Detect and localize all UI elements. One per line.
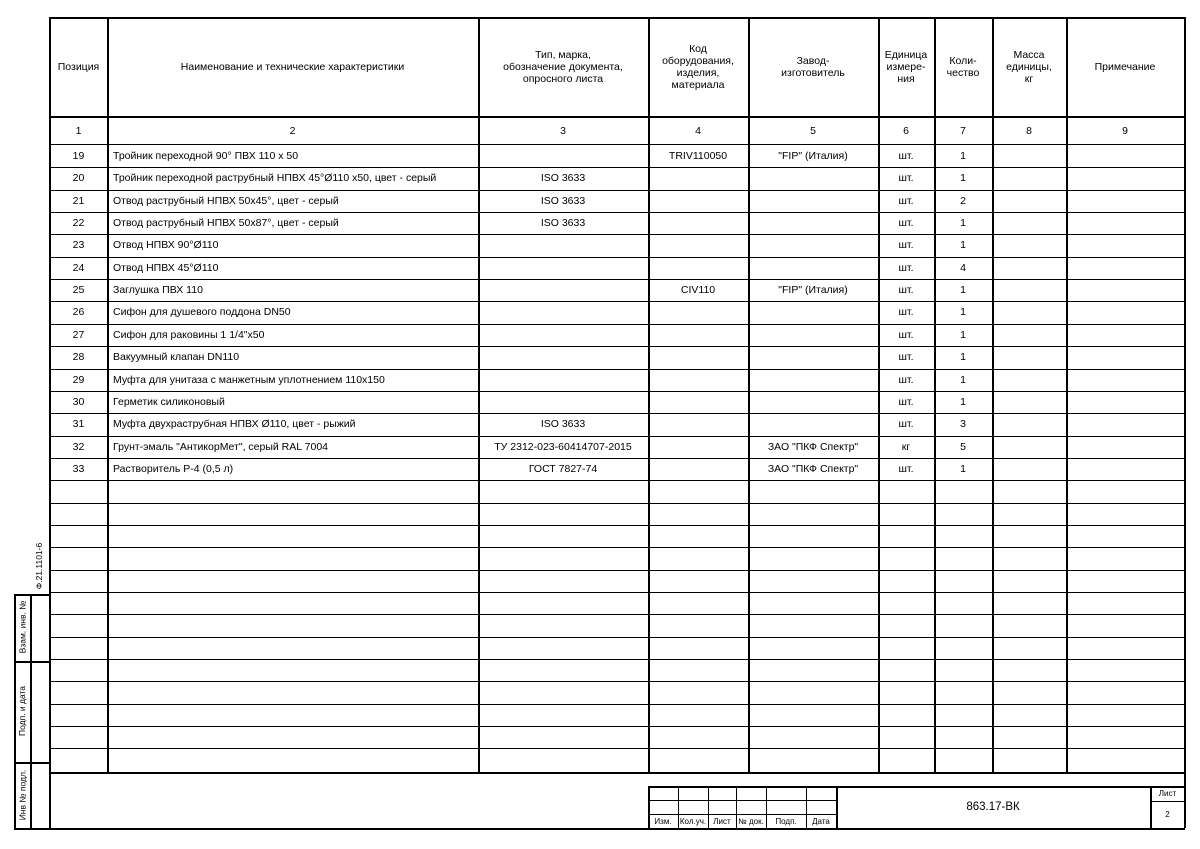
cell-unit: шт. (898, 217, 914, 230)
cell-unit: шт. (898, 373, 914, 386)
header-name: Наименование и технические характеристики (180, 61, 405, 73)
cell-type (478, 324, 648, 346)
column-number: 7 (960, 124, 966, 137)
cell-code (648, 257, 748, 279)
cell-mass (992, 301, 1066, 323)
table-row (0, 234, 1200, 256)
vzam-inv-label: Взам. инв. № (17, 600, 28, 654)
sheet-label: Лист (1158, 789, 1177, 798)
table-row (0, 301, 1200, 323)
cell-position: 19 (72, 150, 85, 162)
grid-line (49, 614, 1185, 615)
cell-unit: шт. (898, 284, 914, 297)
cell-mass (992, 391, 1066, 413)
sheet-number: 2 (1165, 810, 1170, 819)
cell-mass (992, 190, 1066, 212)
grid-line (49, 503, 1185, 504)
cell-mass (992, 145, 1066, 167)
cell-code (648, 190, 748, 212)
cell-code (648, 301, 748, 323)
cell-unit: шт. (898, 194, 914, 207)
cell-note (1066, 369, 1184, 391)
cell-unit: шт. (898, 462, 914, 475)
cell-type (478, 346, 648, 368)
cell-type (478, 391, 648, 413)
cell-code (648, 436, 748, 458)
title-ndok: № док. (738, 817, 764, 826)
column-number: 6 (903, 124, 909, 137)
grid-line (49, 828, 1185, 830)
cell-unit: шт. (898, 172, 914, 185)
column-number: 2 (289, 124, 296, 137)
cell-position: 25 (72, 284, 85, 297)
cell-unit: шт. (898, 261, 914, 274)
cell-note (1066, 257, 1184, 279)
cell-name: Вакуумный клапан DN110 (113, 351, 240, 364)
cell-type (478, 234, 648, 256)
cell-name: Муфта для унитаза с манжетным уплотнением 110x150 (113, 373, 385, 386)
cell-unit: шт. (898, 328, 914, 341)
grid-line (49, 659, 1185, 660)
cell-mass (992, 458, 1066, 480)
cell-name: Тройник переходной раструбный НПВХ 45°Ø110 x50, цвет - серый (113, 172, 437, 185)
cell-position: 31 (72, 418, 85, 431)
header-position: Позиция (57, 61, 100, 73)
cell-maker (748, 391, 878, 413)
cell-type (478, 279, 648, 301)
cell-note (1066, 391, 1184, 413)
cell-type: ISO 3633 (540, 217, 586, 230)
grid-line (49, 525, 1185, 526)
cell-mass (992, 212, 1066, 234)
cell-name: Отвод НПВХ 45°Ø110 (113, 261, 219, 274)
cell-qty: 1 (960, 351, 966, 364)
title-data: Дата (812, 817, 830, 826)
cell-qty: 1 (960, 328, 966, 341)
header-unit: Единица измере- ния (884, 49, 928, 85)
cell-qty: 1 (960, 150, 966, 162)
cell-maker (748, 369, 878, 391)
cell-code (648, 369, 748, 391)
cell-name: Грунт-эмаль "АнтикорМет", серый RAL 7004 (113, 440, 328, 453)
title-list: Лист (713, 817, 731, 826)
grid-line (49, 592, 1185, 593)
cell-position: 29 (72, 373, 85, 386)
cell-unit: шт. (898, 395, 914, 408)
cell-qty: 4 (960, 261, 966, 274)
cell-note (1066, 301, 1184, 323)
cell-unit: шт. (898, 239, 914, 252)
table-row (0, 279, 1200, 301)
form-code-label: Ф.21.1101-6 (34, 542, 45, 590)
header-qty: Коли- чество (946, 55, 980, 79)
cell-position: 30 (72, 395, 85, 408)
cell-position: 32 (72, 440, 85, 453)
cell-note (1066, 167, 1184, 189)
cell-code: TRIV110050 (668, 150, 728, 162)
cell-code (648, 391, 748, 413)
cell-qty: 1 (960, 239, 966, 252)
cell-maker: "FIP" (Италия) (778, 150, 848, 162)
cell-mass (992, 324, 1066, 346)
cell-mass (992, 369, 1066, 391)
table-row (0, 369, 1200, 391)
cell-name: Муфта двухраструбная НПВХ Ø110, цвет - рыжий (113, 418, 356, 431)
cell-name: Отвод раструбный НПВХ 50x87°, цвет - серый (113, 217, 339, 230)
header-note: Примечание (1094, 61, 1156, 73)
cell-code (648, 413, 748, 435)
table-row (0, 145, 1200, 167)
cell-note (1066, 324, 1184, 346)
cell-note (1066, 212, 1184, 234)
cell-qty: 1 (960, 172, 966, 185)
cell-type (478, 145, 648, 167)
cell-maker (748, 212, 878, 234)
cell-maker: ЗАО "ПКФ Спектр" (767, 462, 859, 475)
cell-unit: кг (901, 440, 911, 453)
grid-line (14, 828, 49, 830)
column-number: 1 (75, 124, 82, 137)
column-number: 5 (810, 124, 816, 137)
cell-type: ISO 3633 (540, 194, 586, 207)
cell-type (478, 257, 648, 279)
cell-mass (992, 346, 1066, 368)
grid-line (49, 637, 1185, 638)
cell-type: ТУ 2312-023-60414707-2015 (494, 440, 632, 453)
cell-position: 22 (72, 217, 85, 230)
cell-note (1066, 436, 1184, 458)
cell-note (1066, 279, 1184, 301)
inv-podl-label: Инв № подл. (17, 769, 27, 821)
cell-name: Герметик силиконовый (113, 395, 225, 408)
cell-unit: шт. (898, 150, 914, 162)
grid-line (49, 704, 1185, 705)
cell-code (648, 324, 748, 346)
cell-mass (992, 436, 1066, 458)
title-izm: Изм. (654, 817, 672, 826)
grid-line (648, 800, 836, 801)
cell-qty: 1 (960, 373, 966, 386)
title-podp: Подп. (775, 817, 797, 826)
table-row (0, 212, 1200, 234)
cell-note (1066, 190, 1184, 212)
cell-code (648, 346, 748, 368)
cell-qty: 1 (960, 217, 966, 230)
grid-line (49, 726, 1185, 727)
cell-note (1066, 413, 1184, 435)
grid-line (49, 480, 1185, 481)
grid-line (49, 772, 1185, 774)
cell-mass (992, 234, 1066, 256)
table-row (0, 167, 1200, 189)
grid-line (49, 748, 1185, 749)
cell-maker: ЗАО "ПКФ Спектр" (767, 440, 859, 453)
grid-line (49, 547, 1185, 548)
cell-unit: шт. (898, 306, 914, 319)
cell-name: Сифон для душевого поддона DN50 (113, 306, 291, 319)
cell-maker (748, 346, 878, 368)
cell-note (1066, 234, 1184, 256)
cell-mass (992, 167, 1066, 189)
header-mass: Масса единицы, кг (1006, 49, 1052, 85)
table-row (0, 458, 1200, 480)
cell-unit: шт. (898, 418, 914, 431)
column-number: 3 (560, 124, 566, 137)
cell-type (478, 301, 648, 323)
table-row (0, 346, 1200, 368)
cell-unit: шт. (898, 351, 914, 364)
cell-name: Растворитель Р-4 (0,5 л) (113, 462, 234, 475)
cell-qty: 3 (960, 418, 966, 431)
grid-line (49, 681, 1185, 682)
cell-position: 21 (72, 194, 85, 207)
grid-line (49, 570, 1185, 571)
cell-type: ISO 3633 (540, 172, 586, 185)
cell-position: 33 (72, 462, 85, 475)
table-row (0, 190, 1200, 212)
cell-maker (748, 257, 878, 279)
cell-qty: 1 (960, 462, 966, 475)
cell-position: 26 (72, 306, 85, 319)
cell-position: 23 (72, 239, 85, 252)
cell-type: ГОСТ 7827-74 (528, 462, 598, 475)
cell-note (1066, 145, 1184, 167)
cell-position: 24 (72, 261, 85, 274)
cell-qty: 2 (960, 194, 966, 207)
cell-code (648, 167, 748, 189)
table-row (0, 436, 1200, 458)
cell-maker (748, 301, 878, 323)
cell-position: 27 (72, 328, 85, 341)
cell-position: 28 (72, 351, 85, 364)
table-row (0, 413, 1200, 435)
column-number: 8 (1026, 124, 1032, 137)
cell-code (648, 458, 748, 480)
column-number: 9 (1122, 124, 1128, 137)
cell-qty: 5 (960, 440, 966, 453)
cell-maker (748, 413, 878, 435)
podp-data-label: Подп. и дата (17, 685, 28, 737)
header-maker: Завод- изготовитель (781, 55, 845, 79)
cell-code (648, 234, 748, 256)
cell-mass (992, 279, 1066, 301)
cell-note (1066, 458, 1184, 480)
cell-name: Заглушка ПВХ 110 (113, 284, 203, 297)
cell-maker (748, 324, 878, 346)
cell-code (648, 212, 748, 234)
cell-type (478, 369, 648, 391)
cell-code: CIV110 (680, 284, 716, 297)
header-code: Код оборудования, изделия, материала (662, 43, 734, 91)
table-row (0, 391, 1200, 413)
cell-mass (992, 413, 1066, 435)
cell-name: Отвод раструбный НПВХ 50x45°, цвет - серый (113, 194, 339, 207)
table-row (0, 257, 1200, 279)
column-number: 4 (695, 124, 701, 137)
grid-line (30, 594, 32, 828)
header-type: Тип, марка, обозначение документа, опросного листа (503, 49, 623, 85)
cell-qty: 1 (960, 306, 966, 319)
cell-maker (748, 234, 878, 256)
cell-type: ISO 3633 (540, 418, 586, 431)
cell-maker (748, 190, 878, 212)
cell-name: Сифон для раковины 1 1/4"x50 (113, 328, 265, 341)
cell-qty: 1 (960, 395, 966, 408)
cell-qty: 1 (960, 284, 966, 297)
cell-note (1066, 346, 1184, 368)
document-code: 863.17-ВК (966, 801, 1020, 813)
cell-name: Отвод НПВХ 90°Ø110 (113, 239, 219, 252)
cell-maker (748, 167, 878, 189)
table-row (0, 324, 1200, 346)
cell-name: Тройник переходной 90° ПВХ 110 x 50 (113, 150, 299, 162)
cell-position: 20 (72, 172, 85, 185)
cell-mass (992, 257, 1066, 279)
cell-maker: "FIP" (Италия) (778, 284, 848, 297)
title-kol-uch: Кол.уч. (679, 817, 707, 826)
